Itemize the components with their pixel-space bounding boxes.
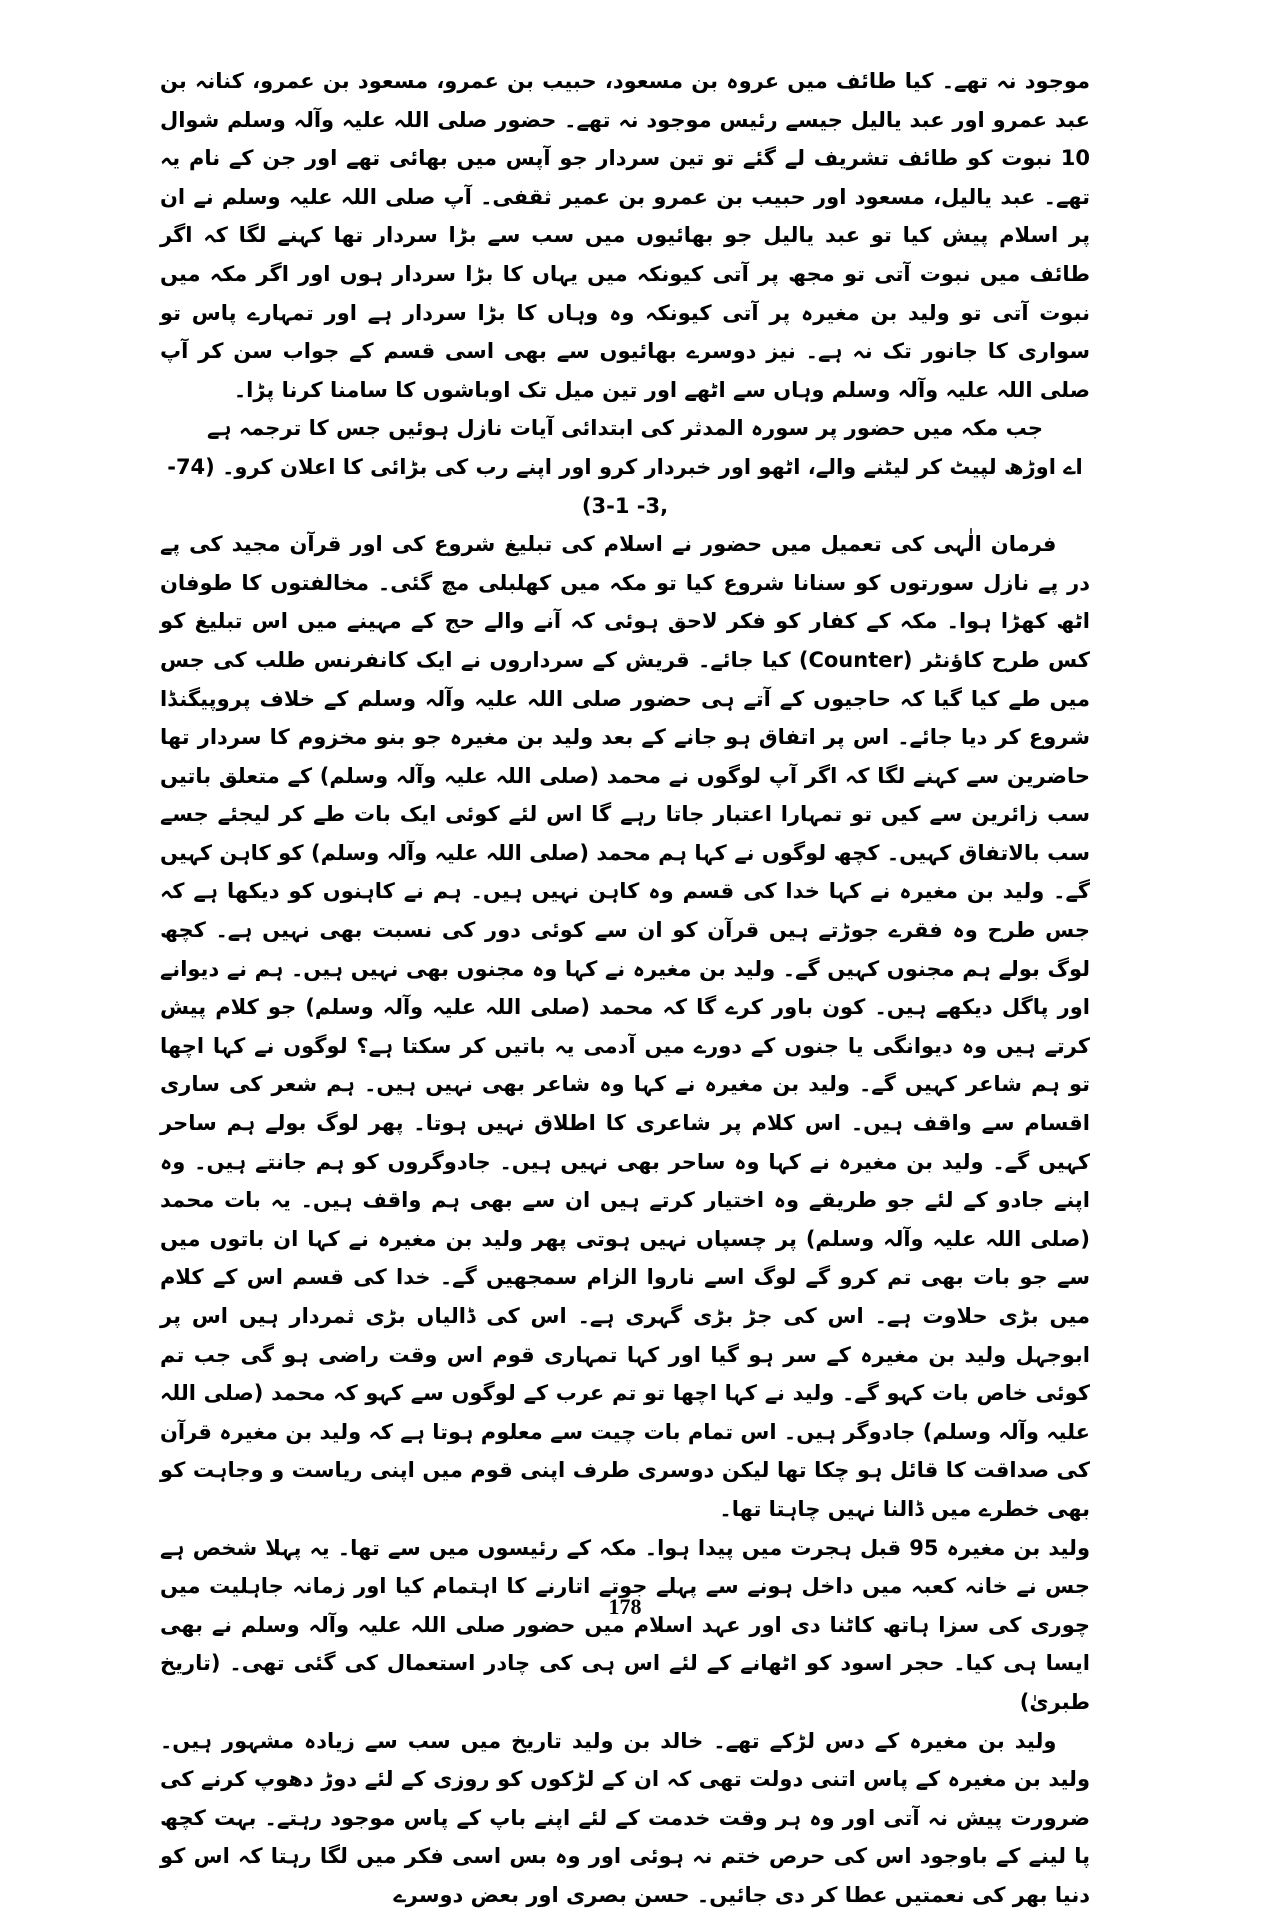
document-page [160,62,1091,1907]
paragraph-walid-birth: ولید بن مغیرہ 95 قبل ہجرت میں پیدا ہوا۔ مکہ کے رئیسوں میں سے تھا۔ یہ پہلا شخص ہے جس نے خانہ کعبہ میں داخل ہونے سے پہلے جوتے اتارنے کا اہتمام کیا اور زمانہ جاہلیت میں چوری کی سزا ہاتھ کاٹنا دی اور عہد اسلام میں حضور صلی اللہ علیہ وآلہ وسلم نے بھی ایسا ہی کیا۔ حجر اسود کو اٹھانے کے لئے اس ہی کی چادر استعمال کی گئی تھی۔ (تاریخ طبریٰ) [160,1535,1090,1714]
page-number: 178 [608,1594,642,1619]
body-text [160,62,1090,1915]
paragraph-walid-sons: ولید بن مغیرہ کے دس لڑکے تھے۔ خالد بن ولید تاریخ میں سب سے زیادہ مشہور ہیں۔ ولید بن مغیرہ کے پاس اتنی دولت تھی کہ ان کے لڑکوں کو روزی کے لئے دوڑ دھوپ کرنے کی ضرورت پیش نہ آتی اور وہ ہر وقت خدمت کے لئے اپنے باپ کے پاس موجود رہتے۔ بہت کچھ پا لینے کے باوجود اس کی حرص ختم نہ ہوئی اور وہ بس اسی فکر میں لگا رہتا کہ اس کو دنیا بھر کی نعمتیں عطا کر دی جائیں۔ حسن بصری اور بعض دوسرے [160,1728,1090,1907]
paragraph-quran-translation: اے اوڑھ لپیٹ کر لیٹنے والے، اٹھو اور خبردار کرو اور اپنے رب کی بڑائی کا اعلان کرو۔ (74- ,3- 1-3) [167,454,1083,518]
paragraph-muddaththir-intro: جب مکہ میں حضور پر سورہ المدثر کی ابتدائی آیات نازل ہوئیں جس کا ترجمہ ہے [206,416,1044,441]
paragraph-taif: موجود نہ تھے۔ کیا طائف میں عروہ بن مسعود، حبیب بن عمرو، مسعود بن عمرو، کنانہ بن عبد عمرو اور عبد یالیل جیسے رئیس موجود نہ تھے۔ حضور صلی اللہ علیہ وآلہ وسلم شوال 10 نبوت کو طائف تشریف لے گئے تو تین سردار جو آپس میں بھائی تھے اور جن کے نام یہ تھے۔ عبد یالیل، مسعود اور حبیب بن عمرو بن عمیر ثقفی۔ آپ صلی اللہ علیہ وسلم نے ان پر اسلام پیش کیا تو عبد یالیل جو بھائیوں میں سب سے بڑا سردار تھا کہنے لگا کہ اگر طائف میں نبوت آتی تو مجھ پر آتی کیونکہ میں یہاں کا بڑا سردار ہوں اور اگر مکہ میں نبوت آتی تو ولید بن مغیرہ پر آتی کیونکہ وہ وہاں کا بڑا سردار ہے اور تمہارے پاس تو سواری کا جانور تک نہ ہے۔ نیز دوسرے بھائیوں سے بھی اسی قسم کے جواب سن کر آپ صلی اللہ علیہ وآلہ وسلم وہاں سے اٹھے اور تین میل تک اوباشوں کا سامنا کرنا پڑا۔ [160,69,1090,402]
paragraph-quraish-conference: فرمان الٰہی کی تعمیل میں حضور نے اسلام کی تبلیغ شروع کی اور قرآن مجید کی پے در پے نازل سورتوں کو سنانا شروع کیا تو مکہ میں کھلبلی مچ گئی۔ مخالفتوں کا طوفان اٹھ کھڑا ہوا۔ مکہ کے کفار کو فکر لاحق ہوئی کہ آنے والے حج کے مہینے میں اس تبلیغ کو کس طرح کاؤنٹر (Counter) کیا جائے۔ قریش کے سرداروں نے ایک کانفرنس طلب کی جس میں طے کیا گیا کہ حاجیوں کے آتے ہی حضور صلی اللہ علیہ وآلہ وسلم کے خلاف پروپیگنڈا شروع کر دیا جائے۔ اس پر اتفاق ہو جانے کے بعد ولید بن مغیرہ جو بنو مخزوم کا سردار تھا حاضرین سے کہنے لگا کہ اگر آپ لوگوں نے محمد (صلی اللہ علیہ وآلہ وسلم) کے متعلق باتیں سب زائرین سے کیں تو تمہارا اعتبار جاتا رہے گا اس لئے کوئی ایک بات طے کر لیجئے جسے سب بالاتفاق کہیں۔ کچھ لوگوں نے کہا ہم محمد (صلی اللہ علیہ وآلہ وسلم) کو کاہن کہیں گے۔ ولید بن مغیرہ نے کہا خدا کی قسم وہ کاہن نہیں ہیں۔ ہم نے کاہنوں کو دیکھا ہے کہ جس طرح وہ فقرے جوڑتے ہیں قرآن کو ان سے کوئی دور کی نسبت بھی نہیں ہے۔ کچھ لوگ بولے ہم مجنوں کہیں گے۔ ولید بن مغیرہ نے کہا وہ مجنوں بھی نہیں ہیں۔ ہم نے دیوانے اور پاگل دیکھے ہیں۔ کون باور کرے گا کہ محمد (صلی اللہ علیہ وآلہ وسلم) جو کلام پیش کرتے ہیں وہ دیوانگی یا جنوں کے دورے میں آدمی یہ باتیں کر سکتا ہے؟ لوگوں نے کہا اچھا تو ہم شاعر کہیں گے۔ ولید بن مغیرہ نے کہا وہ شاعر بھی نہیں ہیں۔ ہم شعر کی ساری اقسام سے واقف ہیں۔ اس کلام پر شاعری کا اطلاق نہیں ہوتا۔ پھر لوگ بولے ہم ساحر کہیں گے۔ ولید بن مغیرہ نے کہا وہ ساحر بھی نہیں ہیں۔ جادوگروں کو ہم جانتے ہیں۔ وہ اپنے جادو کے لئے جو طریقے وہ اختیار کرتے ہیں ان سے بھی ہم واقف ہیں۔ یہ بات محمد (صلی اللہ علیہ وآلہ وسلم) پر چسپاں نہیں ہوتی پھر ولید بن مغیرہ نے کہا ان باتوں میں سے جو بات بھی تم کرو گے لوگ اسے ناروا الزام سمجھیں گے۔ خدا کی قسم اس کے کلام میں بڑی حلاوت ہے۔ اس کی جڑ بڑی گہری ہے۔ اس کی ڈالیاں بڑی ثمردار ہیں اس پر ابوجہل ولید بن مغیرہ کے سر ہو گیا اور کہا تمہاری قوم اس وقت راضی ہو گی جب تم کوئی خاص بات کہو گے۔ ولید نے کہا اچھا تو تم عرب کے لوگوں سے کہو کہ محمد (صلی اللہ علیہ وآلہ وسلم) جادوگر ہیں۔ اس تمام بات چیت سے معلوم ہوتا ہے کہ ولید بن مغیرہ قرآن کی صداقت کا قائل ہو چکا تھا لیکن دوسری طرف اپنی قوم میں اپنی ریاست و وجاہت کو بھی خطرے میں ڈالنا نہیں چاہتا تھا۔ [160,532,1091,1521]
